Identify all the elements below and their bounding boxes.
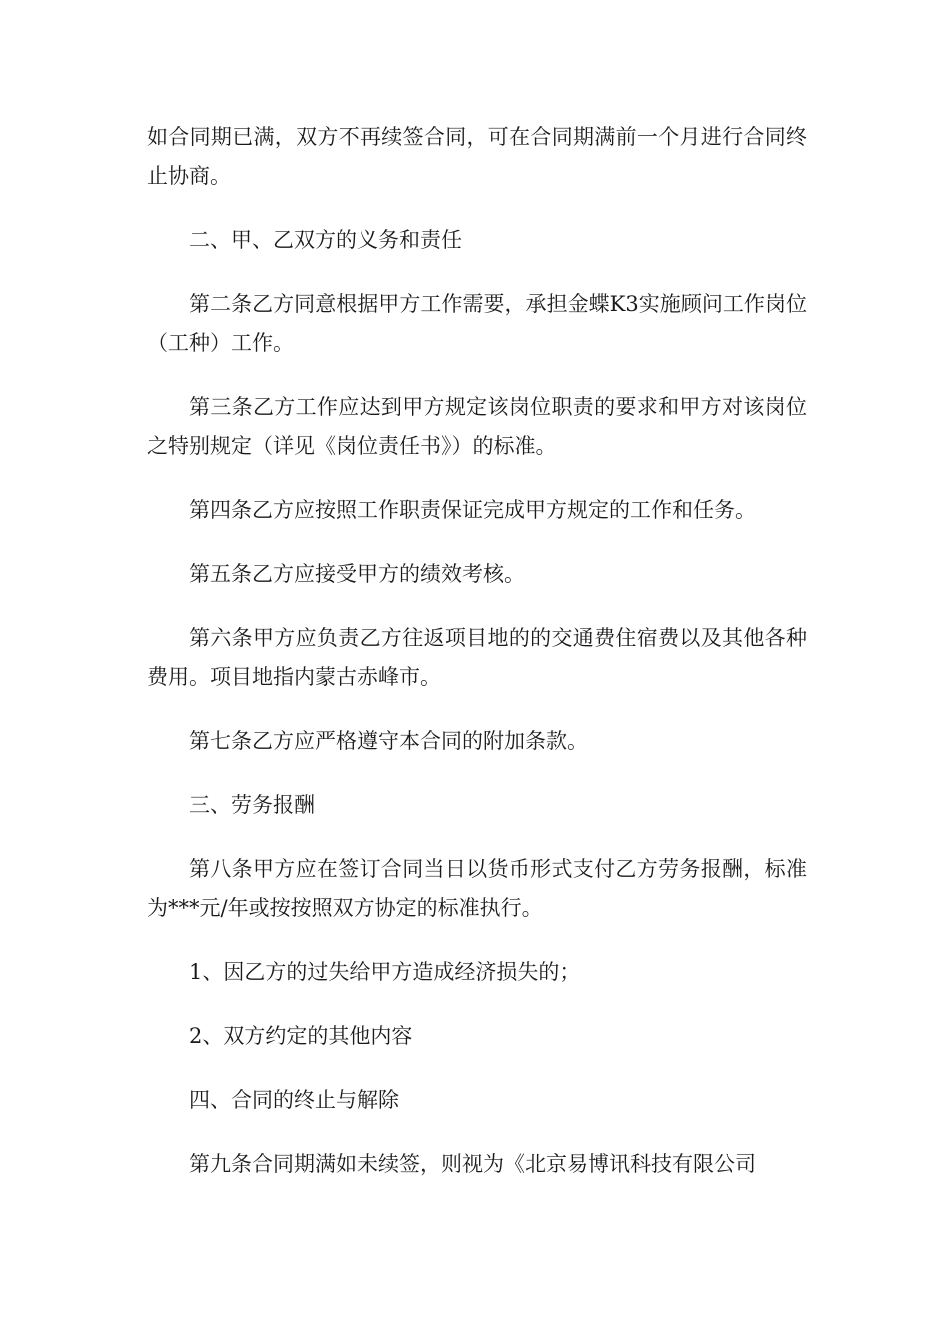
- paragraph-article-5: 第五条乙方应接受甲方的绩效考核。: [189, 562, 525, 586]
- paragraph-article-6: 第六条甲方应负责乙方往返项目地的的交通费住宿费以及其他各种费用。项目地指内蒙古赤峰市。: [147, 626, 807, 689]
- section-heading-termination: 四、合同的终止与解除: [189, 1088, 399, 1112]
- section-heading-obligations: 二、甲、乙双方的义务和责任: [189, 228, 462, 252]
- paragraph-contract-expiry: 如合同期已满，双方不再续签合同，可在合同期满前一个月进行合同终止协商。: [147, 125, 807, 188]
- paragraph-article-7: 第七条乙方应严格遵守本合同的附加条款。: [189, 729, 588, 753]
- paragraph-article-9: 第九条合同期满如未续签，则视为《北京易博讯科技有限公司: [189, 1152, 756, 1176]
- paragraph-article-3: 第三条乙方工作应达到甲方规定该岗位职责的要求和甲方对该岗位之特别规定（详见《岗位责任书》）的标准。: [147, 395, 807, 458]
- paragraph-article-4: 第四条乙方应按照工作职责保证完成甲方规定的工作和任务。: [189, 498, 756, 522]
- paragraph-article-2: 第二条乙方同意根据甲方工作需要，承担金蝶K3实施顾问工作岗位（工种）工作。: [147, 292, 807, 355]
- document-body: [147, 118, 807, 1184]
- paragraph-article-8: 第八条甲方应在签订合同当日以货币形式支付乙方劳务报酬，标准为***元/年或按按照双方协定的标准执行。: [147, 857, 807, 920]
- list-item-2: 2、双方约定的其他内容: [189, 1024, 413, 1048]
- section-heading-remuneration: 三、劳务报酬: [189, 793, 315, 817]
- list-item-1: 1、因乙方的过失给甲方造成经济损失的；: [189, 960, 581, 984]
